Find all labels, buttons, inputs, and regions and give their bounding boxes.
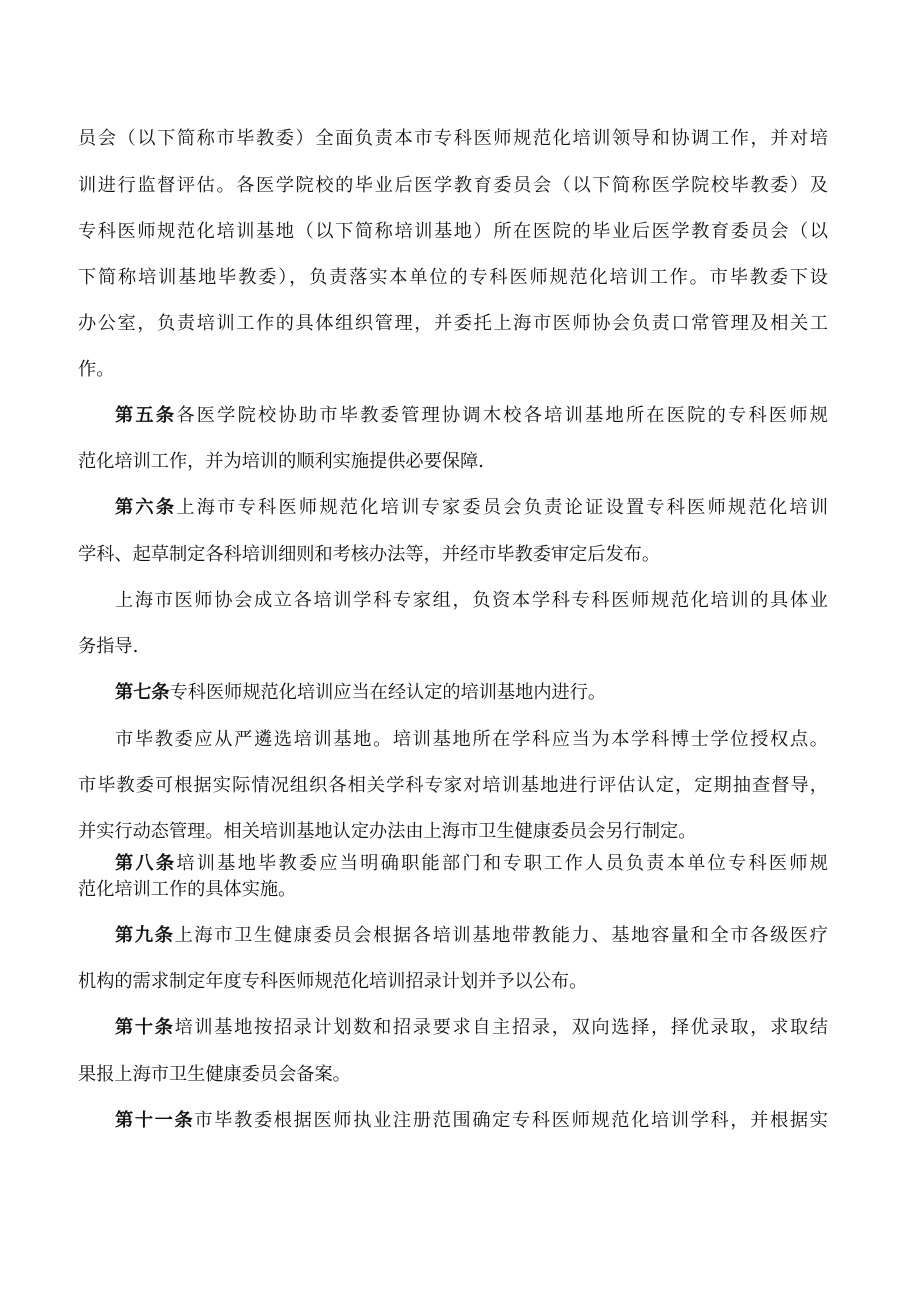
text-line: 下简称培训基地毕教委），负责落实本单位的专科医师规范化培训工作。市毕教委下设 xyxy=(78,267,828,288)
text-line: 市毕教委可根据实际情况组织各相关学科专家对培训基地进行评估认定，定期抽查督导， xyxy=(78,775,828,796)
article-line: 第十条培训基地按招录计划数和招录要求自主招录，双向选择，择优录取，求取结 xyxy=(115,1017,828,1038)
text-line: 训进行监督评估。各医学院校的毕业后医学教育委员会（以下简称医学院校毕教委）及 xyxy=(78,175,828,196)
article-heading: 第八条 xyxy=(115,853,177,874)
article-line: 第七条专科医师规范化培训应当在经认定的培训基地内进行。 xyxy=(115,682,607,703)
text-line: 务指导. xyxy=(78,636,139,657)
text-line: 上海市医师协会成立各培训学科专家组，负资本学科专科医师规范化培训的具体业 xyxy=(115,590,828,611)
article-line: 第九条上海市卫生健康委员会根据各培训基地带教能力、基地容量和全市各级医疗 xyxy=(115,925,828,946)
text-line: 范化培训工作的具体实施。 xyxy=(78,879,297,900)
text-line: 办公室，负责培训工作的具体组织管理，并委托上海市医师协会负责口常管理及相关工 xyxy=(78,313,828,334)
text-line: 专科医师规范化培训基地（以下简称培训基地）所在医院的毕业后医学教育委员会（以 xyxy=(78,221,828,242)
article-heading: 第七条 xyxy=(115,682,170,703)
article-line: 第八条培训基地毕教委应当明确职能部门和专职工作人员负责本单位专科医师规 xyxy=(115,853,828,874)
article-line: 第六条上海市专科医师规范化培训专家委员会负责论证设置专科医师规范化培训 xyxy=(115,497,828,518)
article-heading: 第十一条 xyxy=(115,1110,195,1131)
text-line: 机构的需求制定年度专科医师规范化培训招录计划并予以公布。 xyxy=(78,971,588,992)
article-heading: 第五条 xyxy=(115,405,177,426)
text-line: 市毕教委应从严遴选培训基地。培训基地所在学科应当为本学科博士学位授权点。 xyxy=(115,729,828,750)
article-line: 第五条各医学院校协助市毕教委管理协调木校各培训基地所在医院的专科医师规 xyxy=(115,405,828,426)
article-heading: 第六条 xyxy=(115,497,177,518)
article-line: 第十一条市毕教委根据医师执业注册范围确定专科医师规范化培训学科，并根据实 xyxy=(115,1110,828,1131)
article-heading: 第十条 xyxy=(115,1017,175,1038)
text-line: 果报上海市卫生健康委员会备案。 xyxy=(78,1064,351,1085)
text-line: 作。 xyxy=(78,359,115,380)
text-line: 学科、起草制定各科培训细则和考核办法等，并经市毕教委审定后发布。 xyxy=(78,544,661,565)
text-line: 员会（以下简称市毕教委）全面负责本市专科医师规范化培训领导和协调工作，并对培 xyxy=(78,128,828,149)
article-heading: 第九条 xyxy=(115,925,175,946)
text-line: 范化培训工作，并为培训的顺利实施提供必要保障. xyxy=(78,451,484,472)
text-line: 并实行动态管理。相关培训基地认定办法由上海市卫生健康委员会另行制定。 xyxy=(78,821,697,842)
